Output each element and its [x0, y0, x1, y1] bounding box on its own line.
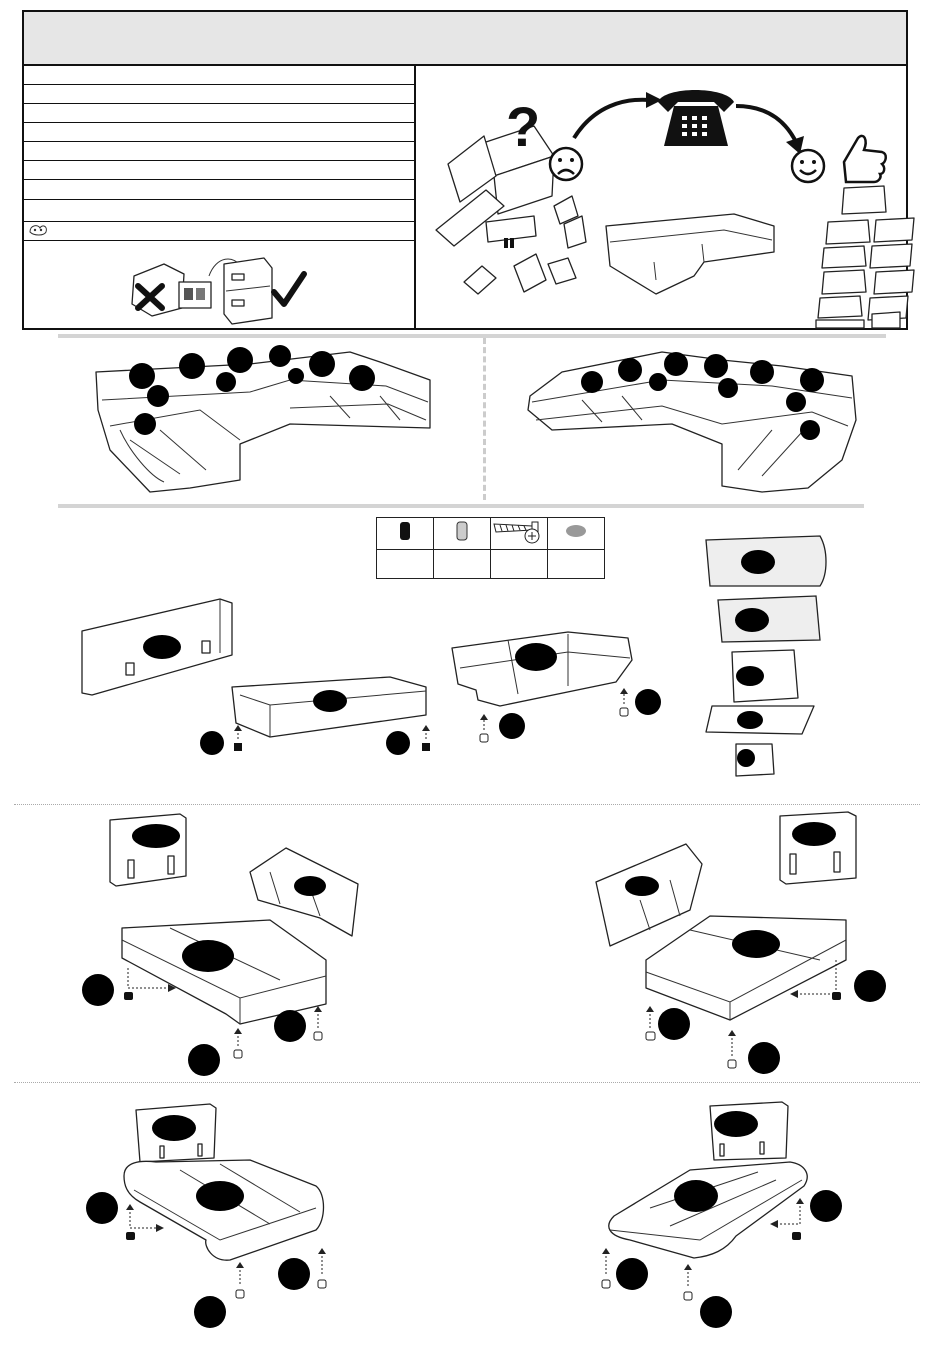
cushion-marker [800, 368, 824, 392]
cushion-marker [216, 372, 236, 392]
parts-table [376, 517, 605, 579]
cushion-marker [750, 360, 774, 384]
part-marker [313, 690, 347, 712]
cushion-marker [718, 378, 738, 398]
step-chaise-left [80, 1090, 360, 1350]
info-row [24, 221, 414, 222]
step-chaise-right [590, 1090, 870, 1350]
parts-qty [491, 550, 548, 579]
cushion-marker [288, 368, 304, 384]
cushion-marker [800, 420, 820, 440]
part-marker [736, 666, 764, 686]
step-marker [82, 974, 114, 1006]
section-divider [14, 804, 920, 805]
cushion-marker [179, 353, 205, 379]
section-divider [58, 504, 864, 508]
info-table [24, 66, 416, 328]
cushion-marker [786, 392, 806, 412]
cushion-marker [134, 413, 156, 435]
file-instructions-illustration [124, 246, 324, 326]
sad-face-icon [550, 148, 582, 180]
support-illustration [424, 66, 904, 328]
screw-icon [492, 518, 546, 544]
step-marker [86, 1192, 118, 1224]
step-marker [810, 1190, 842, 1222]
info-row [24, 240, 414, 241]
part-marker [152, 1115, 196, 1141]
grey-disc-icon [564, 524, 588, 538]
step-marker [635, 689, 661, 715]
grey-foot-icon [455, 520, 469, 542]
parts-qty [377, 550, 434, 579]
part-marker [735, 608, 769, 632]
black-foot-icon [398, 520, 412, 542]
sofa-layout-left [90, 340, 490, 500]
cushion-marker [269, 345, 291, 367]
part-marker [741, 550, 775, 574]
section-divider [58, 334, 886, 338]
step-marker [658, 1008, 690, 1040]
step-marker [274, 1010, 306, 1042]
info-row [24, 199, 414, 200]
step-parts-seat [448, 630, 678, 750]
telephone-icon [658, 90, 734, 146]
cushion-stack [816, 186, 914, 328]
cushion-marker [129, 363, 155, 389]
part-marker [625, 876, 659, 896]
part-marker [132, 824, 180, 848]
happy-face-icon [792, 150, 824, 182]
section-divider [14, 1082, 920, 1083]
part-marker [732, 930, 780, 958]
thumbs-up-icon [844, 136, 886, 182]
cushion-marker [581, 371, 603, 393]
part-marker [515, 643, 557, 671]
part-marker [737, 749, 755, 767]
part-marker [714, 1111, 758, 1137]
part-marker [196, 1181, 244, 1211]
info-row [24, 179, 414, 180]
part-marker [792, 822, 836, 846]
cushion-marker [349, 365, 375, 391]
info-row [24, 141, 414, 142]
info-row [24, 122, 414, 123]
step-marker [616, 1258, 648, 1290]
parts-qty [548, 550, 605, 579]
info-row [24, 84, 414, 85]
parts-cell [491, 518, 548, 550]
question-icon: ? [506, 95, 541, 158]
cushion-marker [227, 347, 253, 373]
title-bar [22, 10, 908, 66]
step-marker [499, 713, 525, 739]
cushion-column [700, 530, 840, 780]
step-marker [188, 1044, 220, 1076]
parts-cell [377, 518, 434, 550]
info-row [24, 103, 414, 104]
cushion-marker [664, 352, 688, 376]
cushion-marker [618, 358, 642, 382]
cushion-marker [649, 373, 667, 391]
part-marker [737, 711, 763, 729]
part-marker [143, 635, 181, 659]
checkmark-icon [274, 274, 304, 304]
step-assembly-right [590, 810, 890, 1080]
step-assembly-left [80, 810, 380, 1080]
cushion-marker [309, 351, 335, 377]
step-marker [854, 970, 886, 1002]
step-marker [748, 1042, 780, 1074]
part-marker [674, 1180, 718, 1212]
part-marker [182, 940, 234, 972]
step-marker [700, 1296, 732, 1328]
cushion-marker [704, 354, 728, 378]
care-icon [28, 222, 50, 238]
step-marker [278, 1258, 310, 1290]
step-marker [386, 731, 410, 755]
step-marker [194, 1296, 226, 1328]
part-marker [294, 876, 326, 896]
step-parts-left [80, 595, 440, 765]
cushion-marker [147, 385, 169, 407]
parts-qty [434, 550, 491, 579]
header-box [22, 66, 908, 330]
step-marker [200, 731, 224, 755]
parts-cell [434, 518, 491, 550]
sofa-layout-right [522, 340, 882, 500]
parts-cell [548, 518, 605, 550]
info-row [24, 160, 414, 161]
